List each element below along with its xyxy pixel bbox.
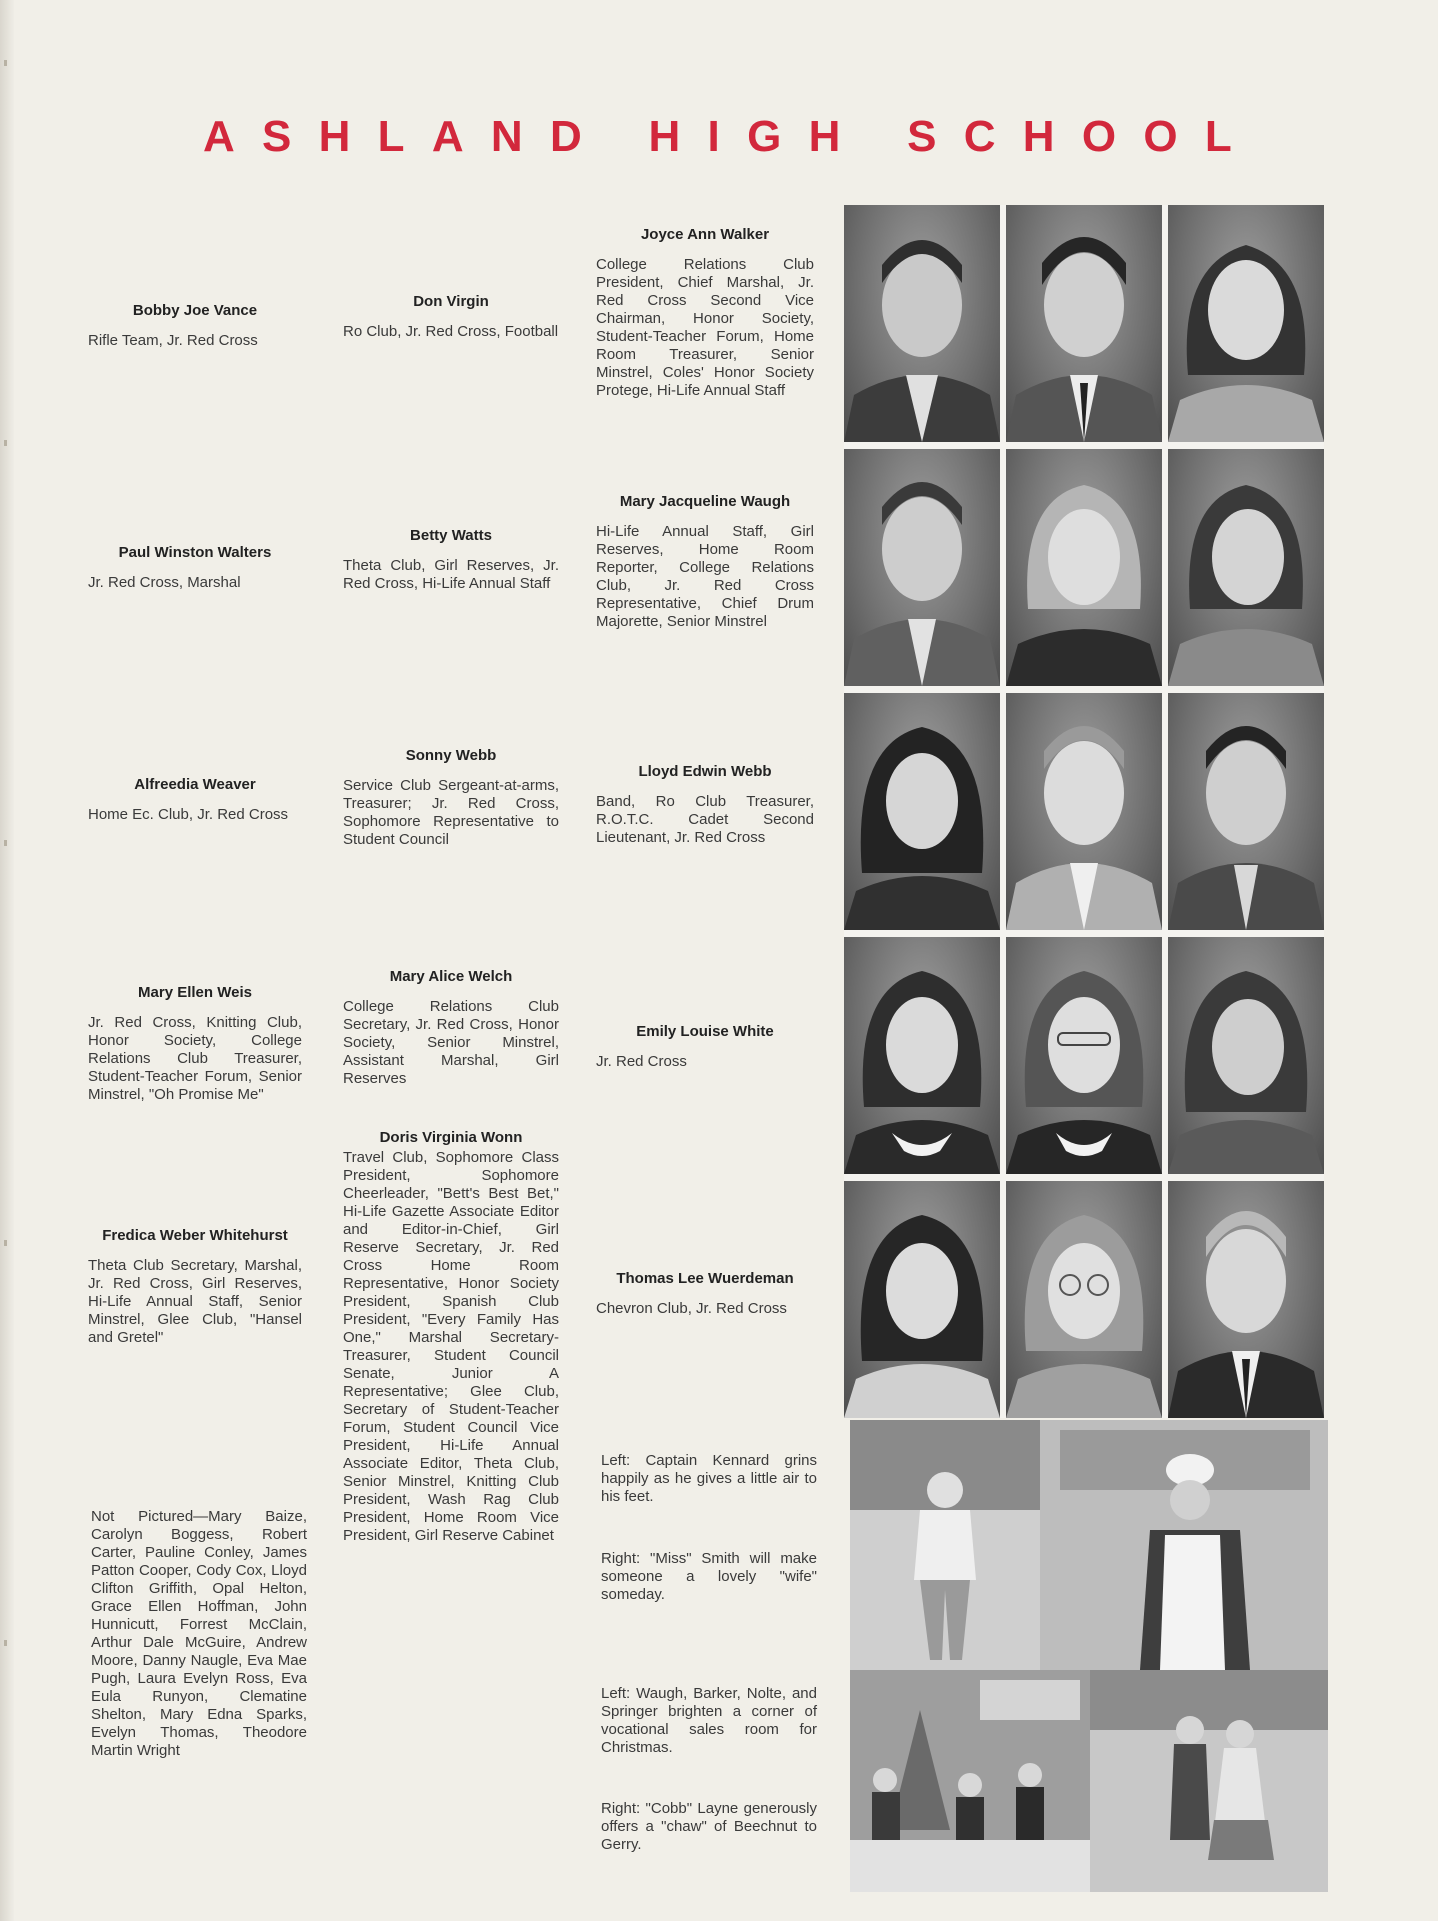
portrait-photo: [1006, 449, 1162, 686]
senior-name: Lloyd Edwin Webb: [638, 763, 772, 780]
page-binding: [0, 0, 14, 1921]
photo-caption: Right: "Cobb" Layne generously offers a "chaw" of Beechnut to Gerry.: [601, 1800, 817, 1853]
senior-name: Doris Virginia Wonn: [379, 1129, 523, 1146]
senior-name: Don Virgin: [413, 293, 489, 310]
senior-entry: [88, 776, 302, 824]
senior-activities: Ro Club, Jr. Red Cross, Football: [343, 323, 559, 340]
senior-entry: [596, 493, 814, 631]
senior-name: Mary Jacqueline Waugh: [619, 493, 791, 510]
binding-stitch: [4, 440, 7, 446]
senior-name: Mary Alice Welch: [389, 968, 513, 985]
binding-stitch: [4, 60, 7, 66]
photo-caption: Left: Captain Kennard grins happily as he gives a little air to his feet.: [601, 1452, 817, 1505]
senior-entry: [343, 527, 559, 593]
senior-name: Bobby Joe Vance: [132, 302, 258, 319]
portrait-photo: [1006, 937, 1162, 1174]
senior-activities: Jr. Red Cross: [596, 1053, 687, 1070]
senior-entry: [88, 1227, 302, 1347]
senior-entry: [343, 1129, 559, 1545]
senior-entry: [596, 1270, 814, 1318]
senior-activities: Theta Club Secretary, Marshal, Jr. Red Cross, Girl Reserves, Hi-Life Annual Staff, Senior Minstrel, Glee Club, "Hansel and Gretel": [88, 1257, 302, 1346]
portrait-photo: [844, 205, 1000, 442]
portrait-photo: [1168, 1181, 1324, 1418]
portrait-photo: [1168, 693, 1324, 930]
senior-entry: [596, 1023, 814, 1071]
senior-activities: Theta Club, Girl Reserves, Jr. Red Cross, Hi-Life Annual Staff: [343, 557, 559, 592]
senior-activities: Jr. Red Cross, Marshal: [88, 574, 241, 591]
senior-entry: [88, 302, 302, 350]
portrait-photo: [1006, 693, 1162, 930]
portrait-photo: [844, 449, 1000, 686]
portrait-photo: [1006, 205, 1162, 442]
candid-photo-football: [850, 1420, 1040, 1670]
candid-photo-street: [1090, 1670, 1328, 1892]
senior-entry: [343, 747, 559, 849]
senior-activities: Band, Ro Club Treasurer, R.O.T.C. Cadet Second Lieutenant, Jr. Red Cross: [596, 793, 814, 846]
portrait-photo: [844, 937, 1000, 1174]
senior-entry: [596, 226, 814, 400]
senior-activities: Travel Club, Sophomore Class President, Sophomore Cheerleader, "Bett's Best Bet," Hi-Life Gazette Associate Editor and Editor-in-Chief, Girl Reserve Secretary, Jr. Red Cross Home Room Representative, Honor Society President, Spanish Club President, "Every Family Has One," Marshal Secretary-Treasurer, Student Council Senate, Junior A Representative; Glee Club, Secretary of Student-Teacher Forum, Student Council Vice President, Hi-Life Annual Associate Editor, Theta Club, Senior Minstrel, Knitting Club President, Wash Rag Club President, Home Room Vice President, Girl Reserve Cabinet: [343, 1149, 559, 1544]
senior-name: Fredica Weber Whitehurst: [102, 1227, 288, 1244]
senior-entry: [596, 763, 814, 847]
senior-name: Sonny Webb: [405, 747, 497, 764]
senior-name: Mary Ellen Weis: [138, 984, 252, 1001]
senior-name: Thomas Lee Wuerdeman: [616, 1270, 794, 1287]
senior-entry: [88, 544, 302, 592]
senior-name: Emily Louise White: [636, 1023, 774, 1040]
photo-caption: Right: "Miss" Smith will make someone a lovely "wife" someday.: [601, 1550, 817, 1603]
photo-caption: Left: Waugh, Barker, Nolte, and Springer brighten a corner of vocational sales room for Christmas.: [601, 1685, 817, 1756]
senior-activities: College Relations Club President, Chief Marshal, Jr. Red Cross Second Vice Chairman, Honor Society, Student-Teacher Forum, Home Room Treasurer, Senior Minstrel, Coles' Honor Society Protege, Hi-Life Annual Staff: [596, 256, 814, 399]
binding-stitch: [4, 1640, 7, 1646]
portrait-photo: [844, 1181, 1000, 1418]
portrait-photo: [1168, 449, 1324, 686]
portrait-photo: [844, 693, 1000, 930]
senior-activities: Rifle Team, Jr. Red Cross: [88, 332, 258, 349]
candid-photo-cook: [1040, 1420, 1328, 1670]
senior-entry: [88, 984, 302, 1104]
senior-activities: Chevron Club, Jr. Red Cross: [596, 1300, 787, 1317]
senior-activities: Jr. Red Cross, Knitting Club, Honor Society, College Relations Club Treasurer, Student-Teacher Forum, Senior Minstrel, "Oh Promise Me": [88, 1014, 302, 1103]
senior-name: Alfreedia Weaver: [134, 776, 256, 793]
senior-activities: Hi-Life Annual Staff, Girl Reserves, Home Room Reporter, College Relations Club, Jr. Red Cross Representative, Chief Drum Majorette, Senior Minstrel: [596, 523, 814, 630]
portrait-photo: [1168, 937, 1324, 1174]
page-title: ASHLAND HIGH SCHOOL: [202, 112, 1260, 161]
senior-name: Betty Watts: [410, 527, 492, 544]
portrait-grid: [844, 205, 1324, 1418]
senior-activities: College Relations Club Secretary, Jr. Red Cross, Honor Society, Senior Minstrel, Assistant Marshal, Girl Reserves: [343, 998, 559, 1087]
senior-name: Joyce Ann Walker: [640, 226, 770, 243]
binding-stitch: [4, 840, 7, 846]
portrait-photo: [1168, 205, 1324, 442]
senior-entry: [343, 968, 559, 1088]
binding-stitch: [4, 1240, 7, 1246]
senior-activities: Service Club Sergeant-at-arms, Treasurer; Jr. Red Cross, Sophomore Representative to Student Council: [343, 777, 559, 848]
candid-photo-sales-room: [850, 1670, 1090, 1892]
senior-name: Paul Winston Walters: [118, 544, 272, 561]
senior-entry: [343, 293, 559, 341]
not-pictured-list: Not Pictured—Mary Baize, Carolyn Boggess, Robert Carter, Pauline Conley, James Patton Cooper, Cody Cox, Lloyd Clifton Griffith, Opal Helton, Grace Ellen Hoffman, John Hunnicutt, Forrest McClain, Arthur Dale McGuire, Andrew Moore, Danny Naugle, Eva Mae Pugh, Laura Evelyn Ross, Eva Eula Runyon, Clematine Shelton, Mary Edna Sparks, Evelyn Thomas, Theodore Martin Wright: [91, 1508, 307, 1759]
senior-activities: Home Ec. Club, Jr. Red Cross: [88, 806, 289, 823]
portrait-photo: [1006, 1181, 1162, 1418]
